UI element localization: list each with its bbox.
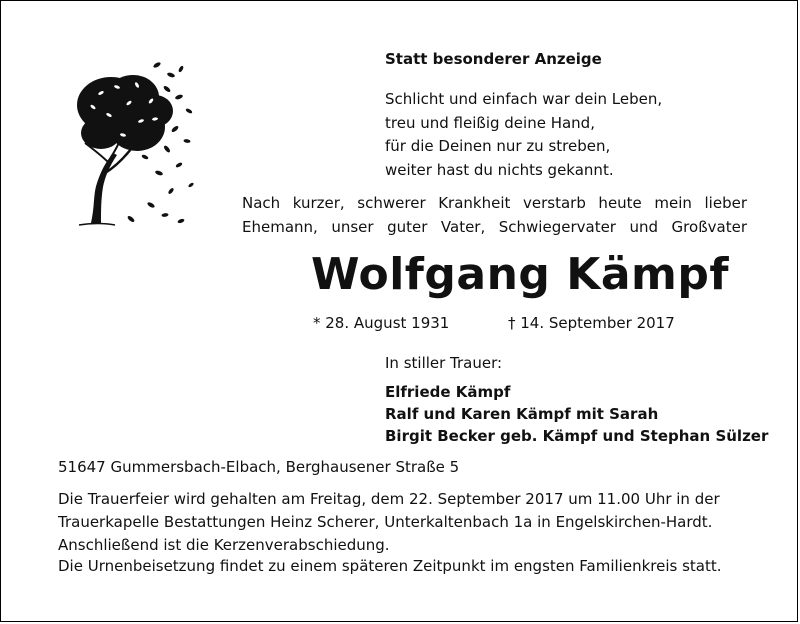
poem bbox=[385, 88, 662, 182]
announcement-line: Ehemann, unser guter Vater, Schwiegervater und Großvater bbox=[242, 217, 747, 236]
mourning-label: In stiller Trauer: bbox=[385, 354, 503, 372]
poem-line: für die Deinen nur zu streben, bbox=[385, 137, 611, 155]
mourner: Ralf und Karen Kämpf mit Sarah bbox=[385, 405, 659, 423]
poem-line: treu und fleißig deine Hand, bbox=[385, 113, 595, 132]
deceased-name: Wolfgang Kämpf bbox=[311, 249, 730, 300]
funeral-service-info bbox=[58, 488, 748, 557]
service-line: Anschließend ist die Kerzenverabschiedung. bbox=[58, 536, 390, 554]
birth-date: * 28. August 1931 bbox=[313, 314, 450, 332]
service-line: Die Trauerfeier wird gehalten am Freitag, dem 22. September 2017 um 11.00 Uhr in der bbox=[58, 490, 720, 508]
mourners-list bbox=[385, 381, 768, 447]
poem-line: weiter hast du nichts gekannt. bbox=[385, 160, 614, 179]
mourner: Elfriede Kämpf bbox=[385, 383, 511, 401]
announcement-line: Nach kurzer, schwerer Krankheit verstarb heute mein lieber bbox=[242, 194, 747, 212]
wind-blown-tree-icon bbox=[71, 45, 201, 231]
notice-heading: Statt besonderer Anzeige bbox=[385, 50, 602, 68]
death-date: † 14. September 2017 bbox=[508, 314, 675, 332]
mourner: Birgit Becker geb. Kämpf und Stephan Sülzer bbox=[385, 427, 769, 445]
service-line: Trauerkapelle Bestattungen Heinz Scherer, Unterkaltenbach 1a in Engelskirchen-Hardt. bbox=[58, 513, 713, 531]
family-address: 51647 Gummersbach-Elbach, Berghausener Straße 5 bbox=[58, 458, 460, 476]
poem-line: Schlicht und einfach war dein Leben, bbox=[385, 90, 663, 108]
death-announcement bbox=[242, 192, 747, 239]
urn-burial-info: Die Urnenbeisetzung findet zu einem späteren Zeitpunkt im engsten Familienkreis statt. bbox=[58, 557, 722, 575]
